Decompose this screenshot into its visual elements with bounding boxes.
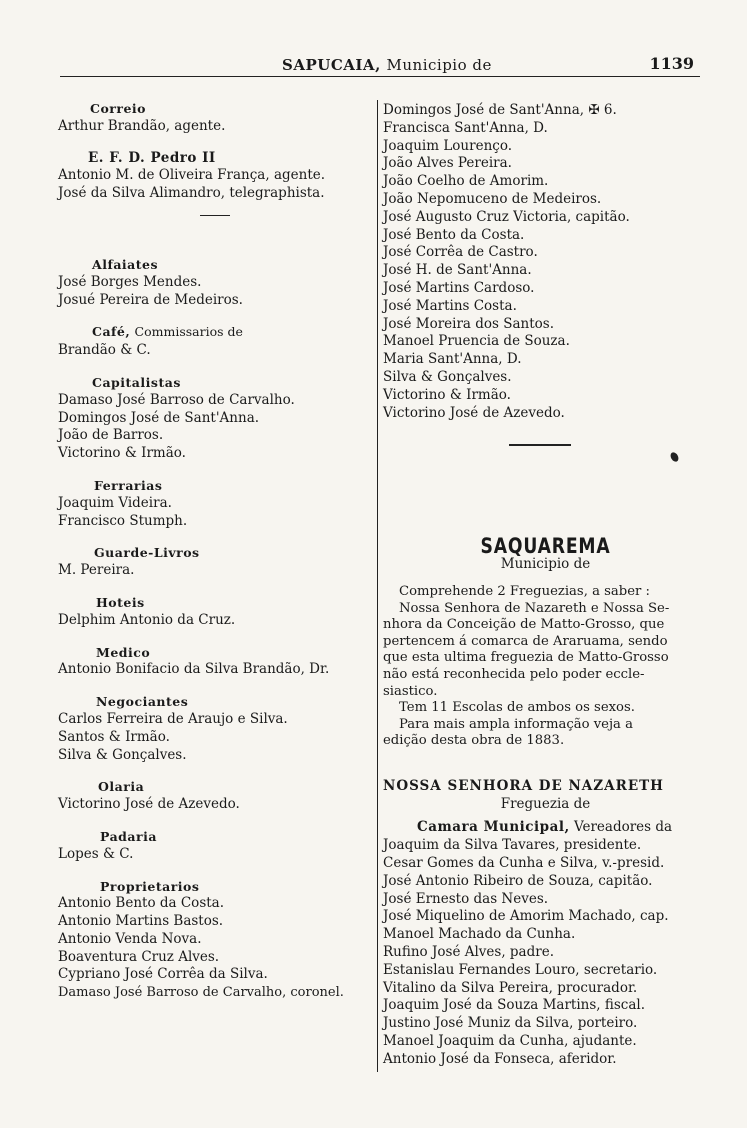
section-heading-proprietarios: Proprietarios	[100, 878, 200, 894]
entry: Maria Sant'Anna, D.	[383, 351, 522, 368]
section-heading-hoteis: Hoteis	[96, 594, 145, 610]
entry: Vitalino da Silva Pereira, procurador.	[383, 979, 638, 996]
entry: Victorino José de Azevedo.	[58, 796, 240, 813]
left-column	[58, 100, 368, 1002]
paragraph-line: edição desta obra de 1883.	[383, 733, 565, 749]
entry: José Martins Costa.	[383, 297, 517, 314]
entry: José Martins Cardoso.	[383, 279, 535, 296]
entry: João Coelho de Amorim.	[383, 173, 549, 190]
entry: Manoel Pruencia de Souza.	[383, 333, 570, 350]
entry: José da Silva Alimandro, telegraphista.	[58, 185, 325, 202]
entry: Carlos Ferreira de Araujo e Silva.	[58, 710, 288, 727]
entry: José Bento da Costa.	[383, 226, 525, 243]
saquarema-subtitle: Municipio de	[500, 556, 591, 573]
entry: Delphim Antonio da Cruz.	[58, 611, 236, 628]
entry: Damaso José Barroso de Carvalho, coronel.	[58, 985, 344, 1001]
entry: José Borges Mendes.	[58, 273, 202, 290]
running-title-municipio: Municipio de	[386, 56, 492, 74]
paragraph-line: Nossa Senhora de Nazareth e Nossa Se-	[399, 600, 670, 616]
entry: Manoel Joaquim da Cunha, ajudante.	[383, 1033, 637, 1050]
entry: Antonio Bento da Costa.	[58, 895, 225, 912]
section-heading-olaria: Olaria	[98, 779, 145, 795]
entry: Lopes & C.	[58, 845, 134, 862]
paragraph-line: Para mais ampla informação veja a	[399, 716, 633, 732]
paragraph-line: siastico.	[383, 683, 438, 699]
paragraph-line: pertencem á comarca de Araruama, sendo	[383, 633, 668, 649]
entry: Domingos José de Sant'Anna, ✠ 6.	[383, 102, 617, 118]
section-heading-guarde-livros: Guarde-Livros	[94, 545, 200, 561]
section-heading-capitalistas: Capitalistas	[92, 374, 181, 390]
entry: M. Pereira.	[58, 562, 135, 579]
entry: Brandão & C.	[58, 342, 151, 359]
entry: Cesar Gomes da Cunha e Silva, v.-presid.	[383, 855, 665, 872]
section-heading-cafe	[58, 323, 368, 342]
section-heading-padaria: Padaria	[100, 828, 157, 844]
entry: Rufino José Alves, padre.	[383, 944, 554, 961]
entry: Manoel Machado da Cunha.	[383, 926, 576, 943]
camara-heading	[383, 819, 708, 837]
section-heading-ferrarias: Ferrarias	[94, 477, 163, 493]
entry: José Corrêa de Castro.	[383, 244, 538, 261]
entry: Francisco Stumph.	[58, 512, 188, 529]
entry: Domingos José de Sant'Anna.	[58, 409, 260, 426]
right-column	[383, 102, 708, 1069]
paragraph-line: não está reconhecida pelo poder eccle-	[383, 666, 645, 682]
entry: José Ernesto das Neves.	[383, 890, 549, 907]
entry: Boaventura Cruz Alves.	[58, 948, 220, 965]
running-title-place: SAPUCAIA,	[282, 56, 381, 74]
entry: Joaquim da Silva Tavares, presidente.	[383, 837, 642, 854]
entry: José H. de Sant'Anna.	[383, 262, 532, 279]
entry: João de Barros.	[58, 427, 164, 444]
entry: Silva & Gonçalves.	[58, 746, 187, 763]
entry: Cypriano José Corrêa da Silva.	[58, 966, 268, 983]
nazareth-title: NOSSA SENHORA DE NAZARETH	[383, 777, 664, 794]
section-heading-efd: E. F. D. Pedro II	[88, 149, 216, 166]
paragraph-line: Tem 11 Escolas de ambos os sexos.	[399, 700, 635, 716]
entry: Josué Pereira de Medeiros.	[58, 291, 243, 308]
section-heading-medico: Medico	[96, 644, 151, 660]
paragraph-line: nhora da Conceição de Matto-Grosso, que	[383, 617, 665, 633]
paragraph-line: que esta ultima freguezia de Matto-Grosso	[383, 650, 669, 666]
entry: Victorino & Irmão.	[58, 445, 186, 462]
entry: Santos & Irmão.	[58, 728, 170, 745]
entry: Estanislau Fernandes Louro, secretario.	[383, 961, 658, 978]
entry: José Moreira dos Santos.	[383, 315, 555, 332]
entry: Antonio Venda Nova.	[58, 930, 202, 947]
nazareth-subtitle: Freguezia de	[500, 795, 591, 812]
entry: Antonio Bonifacio da Silva Brandão, Dr.	[58, 661, 330, 678]
entry: João Alves Pereira.	[383, 155, 512, 172]
entry: Joaquim Lourenço.	[383, 137, 513, 154]
page-number: 1139	[649, 54, 694, 73]
cafe-heading-rest: Commissarios de	[134, 324, 243, 340]
camara-heading-label: Camara Municipal,	[417, 819, 570, 836]
saquarema-description	[383, 584, 708, 750]
section-heading-correio: Correio	[90, 101, 146, 116]
entry: José Miquelino de Amorim Machado, cap.	[383, 908, 669, 925]
entry: José Antonio Ribeiro de Souza, capitão.	[383, 872, 653, 889]
section-heading-alfaiates: Alfaiates	[92, 256, 159, 272]
entry: Joaquim Videira.	[58, 494, 172, 511]
entry: Francisca Sant'Anna, D.	[383, 119, 548, 136]
entry: Joaquim José da Souza Martins, fiscal.	[383, 997, 646, 1014]
entry: Silva & Gonçalves.	[383, 368, 512, 385]
cafe-heading: Café,	[92, 324, 131, 340]
section-heading-negociantes: Negociantes	[96, 694, 189, 710]
entry: Damaso José Barroso de Carvalho.	[58, 391, 295, 408]
page-header	[60, 50, 700, 78]
saquarema-title: SAQUAREMA	[480, 534, 611, 559]
entry: Antonio M. de Oliveira França, agente.	[58, 167, 326, 184]
entry: Justino José Muniz da Silva, porteiro.	[383, 1015, 638, 1032]
entry: José Augusto Cruz Victoria, capitão.	[383, 208, 630, 225]
entry: Victorino & Irmão.	[383, 386, 511, 403]
entry: João Nepomuceno de Medeiros.	[383, 190, 602, 207]
running-title	[282, 56, 492, 74]
paragraph-line: Comprehende 2 Freguezias, a saber :	[399, 583, 650, 599]
entry: Victorino José de Azevedo.	[383, 404, 565, 421]
column-divider	[377, 100, 378, 1072]
entry: Antonio José da Fonseca, aferidor.	[383, 1050, 617, 1067]
entry: Antonio Martins Bastos.	[58, 913, 224, 930]
camara-heading-rest: Vereadores da	[573, 819, 673, 836]
header-rule	[60, 76, 700, 77]
entry: Arthur Brandão, agente.	[58, 117, 226, 134]
